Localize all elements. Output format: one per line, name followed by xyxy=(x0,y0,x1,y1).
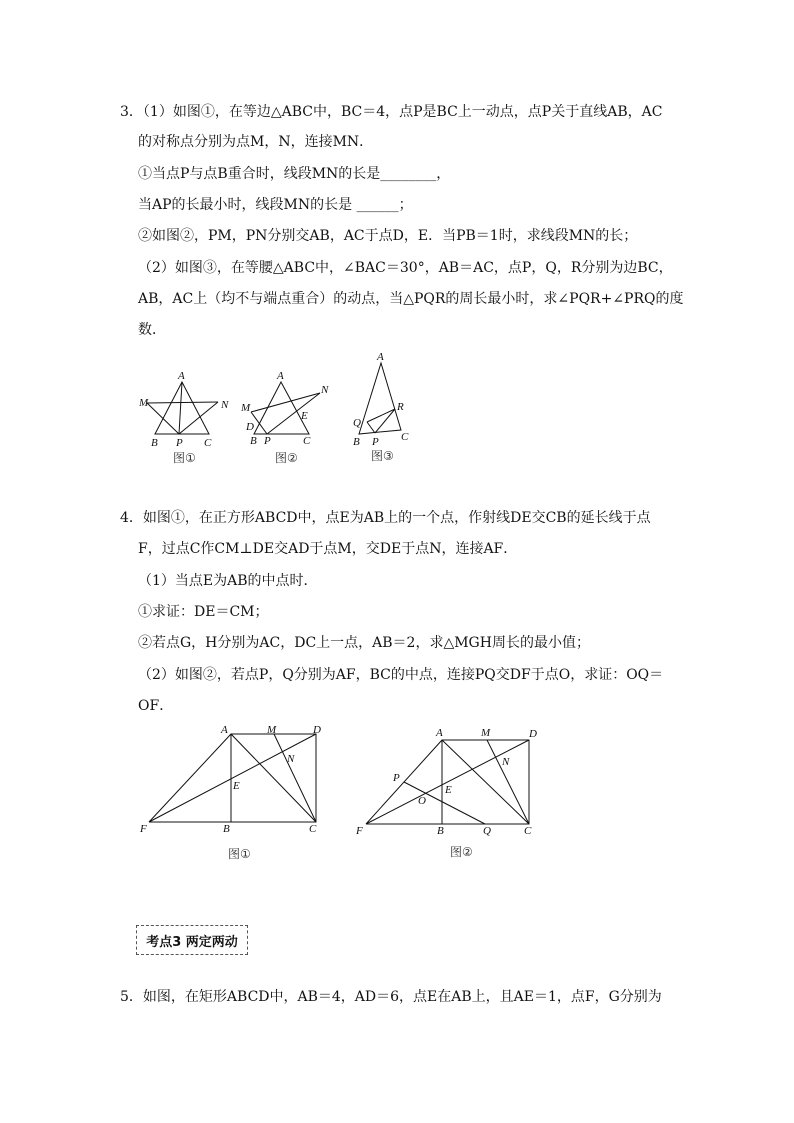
segment-mn xyxy=(147,402,218,403)
q3-figure-1 xyxy=(135,362,235,470)
q4-line-2: F，过点C作CM⊥DE交AD于点M，交DE于点N，连接AF． xyxy=(138,541,518,557)
label-m: M xyxy=(481,727,491,739)
label-p: P xyxy=(393,772,400,784)
label-c: C xyxy=(303,435,311,447)
figure-caption: 图① xyxy=(173,451,196,465)
q4-line-5: ②若点G，H分别为AC，DC上一点，AB＝2，求△MGH周长的最小值； xyxy=(138,635,590,651)
segment-mc xyxy=(487,740,529,824)
figure-caption: 图① xyxy=(228,847,251,861)
label-f: F xyxy=(140,823,147,835)
segment-qr xyxy=(367,409,395,422)
label-e: E xyxy=(233,780,240,792)
label-b: B xyxy=(353,436,360,448)
segment-fd xyxy=(366,740,529,824)
figure-caption: 图② xyxy=(450,845,473,859)
label-a: A xyxy=(178,370,185,382)
label-d: D xyxy=(313,724,321,736)
q3-figure-3 xyxy=(345,346,425,468)
label-p: P xyxy=(264,435,271,447)
triangle-abc xyxy=(359,363,401,434)
label-n: N xyxy=(287,753,295,765)
segment-ac xyxy=(231,734,316,822)
label-c: C xyxy=(401,431,409,443)
label-b: B xyxy=(437,825,444,837)
segment-qp xyxy=(367,422,375,433)
segment-mc xyxy=(274,734,316,822)
q4-line-4: ①求证：DE＝CM； xyxy=(138,604,269,620)
segment-mp xyxy=(147,403,179,434)
label-p: P xyxy=(372,436,379,448)
label-d: D xyxy=(529,728,537,740)
q4-line-3: （1）当点E为AB的中点时． xyxy=(138,573,318,589)
label-e: E xyxy=(301,410,308,422)
label-d: D xyxy=(246,421,254,433)
label-n: N xyxy=(221,399,229,411)
label-m: M xyxy=(241,402,251,414)
label-n: N xyxy=(321,384,329,396)
label-m: M xyxy=(267,724,277,736)
q3-line-6: （2）如图③，在等腰△ABC中，∠BAC＝30°，AB＝AC，点P，Q，R分别为边BC， xyxy=(138,260,673,276)
figure-caption: 图② xyxy=(275,451,298,465)
q4-line-7: OF． xyxy=(138,698,174,714)
q5-line-1: 5．如图，在矩形ABCD中，AB＝4，AD＝6，点E在AB上，且AE＝1，点F，G分别为 xyxy=(120,989,662,1005)
segment-fa xyxy=(149,734,231,822)
label-a: A xyxy=(436,727,443,739)
label-c: C xyxy=(309,823,317,835)
label-e: E xyxy=(445,784,452,796)
label-b: B xyxy=(250,435,257,447)
q3-line-4: 当AP的长最小时，线段MN的长是 ______； xyxy=(138,197,413,213)
label-f: F xyxy=(356,825,363,837)
q3-line-2: 的对称点分别为点M，N，连接MN． xyxy=(138,134,374,150)
label-m: M xyxy=(139,397,149,409)
label-a: A xyxy=(277,370,284,382)
segment-rp xyxy=(375,409,395,433)
q3-line-1: 3．（1）如图①，在等边△ABC中，BC＝4，点P是BC上一动点，点P关于直线AB，AC xyxy=(120,104,663,120)
q3-line-8: 数． xyxy=(138,322,166,338)
q4-line-6: （2）如图②，若点P，Q分别为AF，BC的中点，连接PQ交DF于点O，求证：OQ＝ xyxy=(138,667,664,683)
label-n: N xyxy=(502,756,510,768)
q4-line-1: 4．如图①，在正方形ABCD中，点E为AB上的一个点，作射线DE交CB的延长线于点 xyxy=(120,510,651,526)
q4-figure-2 xyxy=(350,718,550,868)
q3-line-7: AB，AC上（均不与端点重合）的动点，当△PQR的周长最小时，求∠PQR+∠PRQ的度 xyxy=(138,291,684,307)
label-a: A xyxy=(221,724,228,736)
q3-line-3: ①当点P与点B重合时，线段MN的长是________， xyxy=(138,166,451,182)
label-r: R xyxy=(397,401,404,413)
label-p: P xyxy=(176,437,183,449)
segment-ap xyxy=(179,382,182,434)
q3-figure-2 xyxy=(237,362,337,470)
q4-figure-1 xyxy=(135,718,335,868)
label-b: B xyxy=(223,823,230,835)
label-o: O xyxy=(418,795,426,807)
segment-np xyxy=(179,402,218,434)
label-b: B xyxy=(151,437,158,449)
segment-mn xyxy=(251,393,320,412)
figure-caption: 图③ xyxy=(371,449,394,463)
label-c: C xyxy=(204,437,212,449)
label-q: Q xyxy=(483,825,491,837)
q3-line-5: ②如图②，PM，PN分别交AB，AC于点D，E．当PB＝1时，求线段MN的长； xyxy=(138,228,638,244)
section-tag: 考点3 两定两动 xyxy=(136,925,248,955)
segment-fd xyxy=(149,734,316,822)
segment-np xyxy=(267,393,320,434)
segment-ac xyxy=(442,740,529,824)
label-a: A xyxy=(377,351,384,363)
label-q: Q xyxy=(353,417,361,429)
label-c: C xyxy=(524,825,532,837)
